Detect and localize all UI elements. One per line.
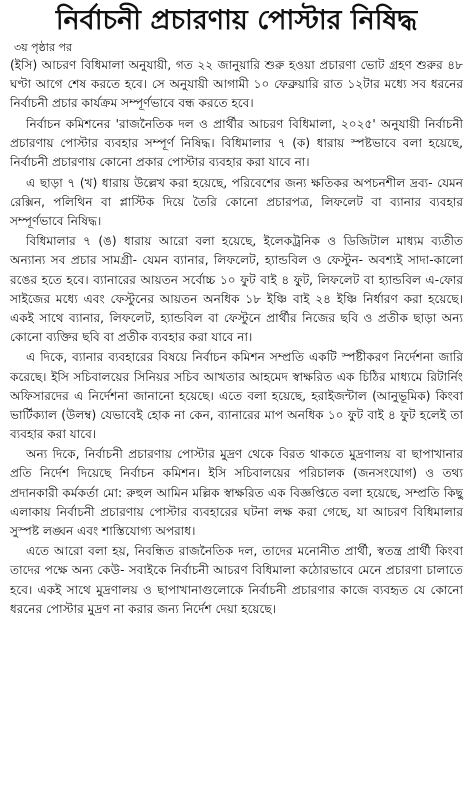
article-paragraph-6: অন্য দিকে, নির্বাচনী প্রচারণায় পোস্টার মুদ্রণ থেকে বিরত থাকতে মুদ্রণালয় বা ছাপাখানার প্রতি নির্দেশ দিয়েছে নির্বাচন কমিশন। ইসি সচিবালয়ের পরিচালক (জনসংযোগ) ও তথ্য প্রদানকারী কর্মকর্তা মো: রুহুল আমিন মল্লিক স্বাক্ষরিত এক বিজ্ঞপ্তিতে বলা হয়েছে, সম্প্রতি কিছু এলাকায় নির্বাচনী প্রচারণায় পোস্টার ব্যবহারের ঘটনা লক্ষ করা গেছে, যা আচরণ বিধিমালার সুস্পষ্ট লঙ্ঘন এবং শাস্তিযোগ্য অপরাধ।	[10, 447, 463, 538]
article-paragraph-1: (ইসি) আচরণ বিধিমালা অনুযায়ী, গত ২২ জানুয়ারি শুরু হওয়া প্রচারণা ভোট গ্রহণ শুরুর ৪৮ ঘণ্টা আগে শেষ করতে হবে। সে অনুযায়ী আগামী ১০ ফেব্রুয়ারি রাত ১২টার মধ্যে সব ধরনের নির্বাচনী প্রচার কার্যক্রম সম্পূর্ণভাবে বন্ধ করতে হবে।	[10, 58, 463, 111]
article-paragraph-4: বিধিমালার ৭ (ঙ) ধারায় আরো বলা হয়েছে, ইলেকট্রনিক ও ডিজিটাল মাধ্যম ব্যতীত অন্যান্য সব প্রচার সামগ্রী- যেমন ব্যানার, লিফলেট, হ্যান্ডবিল ও ফেস্টুন- অবশ্যই সাদা-কালো রঙের হতে হবে। ব্যানারের আয়তন সর্বোচ্চ ১০ ফুট বাই ৪ ফুট, লিফলেট বা হ্যান্ডবিল এ-ফোর সাইজের মধ্যে এবং ফেস্টুনের আয়তন অনধিক ১৮ ইঞ্চি বাই ২৪ ইঞ্চি নির্ধারণ করা হয়েছে। একই সাথে ব্যানার, লিফলেট, হ্যান্ডবিল বা ফেস্টুনে প্রার্থীর নিজের ছবি ও প্রতীক ছাড়া অন্য কোনো ব্যক্তির ছবি বা প্রতীক ব্যবহার করা যাবে না।	[10, 234, 463, 344]
article-paragraph-2: নির্বাচন কমিশনের 'রাজনৈতিক দল ও প্রার্থীর আচরণ বিধিমালা, ২০২৫' অনুযায়ী নির্বাচনী প্রচারণায় পোস্টার ব্যবহার সম্পূর্ণ নিষিদ্ধ। বিধিমালার ৭ (ক) ধারায় স্পষ্টভাবে বলা হয়েছে, নির্বাচনী প্রচারণায় কোনো প্রকার পোস্টার ব্যবহার করা যাবে না।	[10, 116, 463, 169]
article-paragraph-3: এ ছাড়া ৭ (খ) ধারায় উল্লেখ করা হয়েছে, পরিবেশের জন্য ক্ষতিকর অপচনশীল দ্রব্য- যেমন রেক্সিন, পলিথিন বা প্লাস্টিক দিয়ে তৈরি কোনো প্রচারপত্র, লিফলেট বা ব্যানার ব্যবহার সম্পূর্ণভাবে নিষিদ্ধ।	[10, 175, 463, 228]
article-paragraph-5: এ দিকে, ব্যানার ব্যবহারের বিষয়ে নির্বাচন কমিশন সম্প্রতি একটি স্পষ্টীকরণ নির্দেশনা জারি করেছে। ইসি সচিবালয়ের সিনিয়র সচিব আখতার আহমেদ স্বাক্ষরিত এক চিঠির মাধ্যমে রিটার্নিং অফিসারদের এ নির্দেশনা জানানো হয়েছে। এতে বলা হয়েছে, হরাইজন্টাল (আনুভূমিক) কিংবা ভার্টিক্যাল (উলম্ব) যেভাবেই হোক না কেন, ব্যানারের মাপ অনধিক ১০ ফুট বাই ৪ ফুট হলেই তা ব্যবহার করা যাবে।	[10, 350, 463, 441]
continuation-note: ৩য় পৃষ্ঠার পর	[14, 41, 73, 54]
article-paragraph-7: এতে আরো বলা হয়, নিবন্ধিত রাজনৈতিক দল, তাদের মনোনীত প্রার্থী, স্বতন্ত্র প্রার্থী কিংবা তাদের পক্ষে অন্য কেউ- সবাইকে নির্বাচনী আচরণ বিধিমালা কঠোরভাবে মেনে প্রচারণা চালাতে হবে। একই সাথে মুদ্রণালয় ও ছাপাখানাগুলোকে নির্বাচনী প্রচারণার কাজে ব্যবহৃত যে কোনো ধরনের পোস্টার মুদ্রণ না করার জন্য নির্দেশ দেয়া হয়েছে।	[10, 544, 463, 616]
article-headline: নির্বাচনী প্রচারণায় পোস্টার নিষিদ্ধ	[55, 5, 418, 36]
